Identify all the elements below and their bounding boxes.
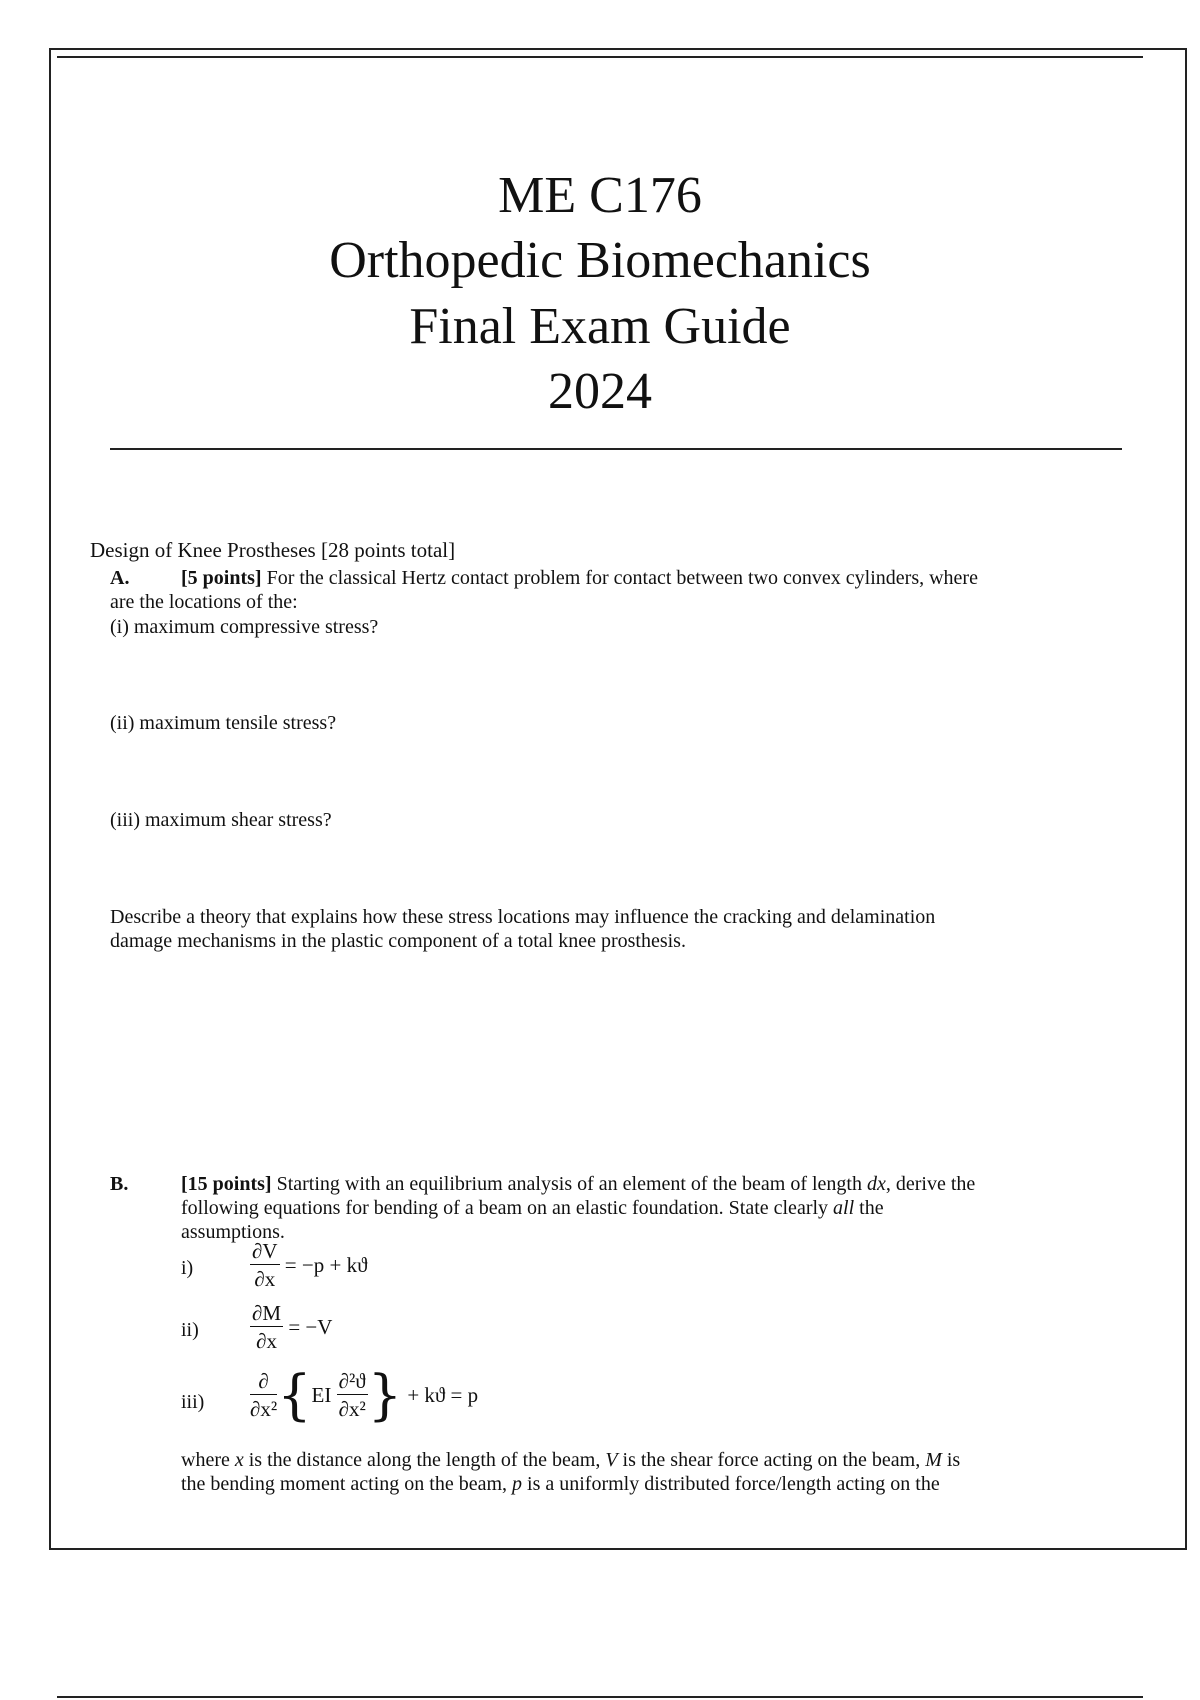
- question-a-text-line1: [181, 566, 978, 590]
- question-b-text-line1: [181, 1172, 975, 1196]
- equation-iii-inner-fraction: [337, 1368, 368, 1423]
- where2-text-2: is a uniformly distributed force/length acting on the: [522, 1473, 940, 1495]
- question-b-text2-b: the: [854, 1197, 884, 1219]
- equation-ii-label: ii): [181, 1319, 199, 1341]
- question-a-points: [5 points]: [181, 567, 262, 589]
- equation-ii-numerator: ∂M: [252, 1301, 282, 1325]
- equation-i-fraction: [250, 1238, 280, 1293]
- equation-ii-denominator: ∂x: [256, 1329, 277, 1353]
- equation-ii: [250, 1300, 332, 1355]
- where2-var-p: p: [512, 1473, 523, 1495]
- question-b-label: B.: [110, 1173, 129, 1195]
- question-b-text-line2: [181, 1196, 884, 1220]
- variables-description-line1: [181, 1448, 960, 1472]
- equation-iii-outer-numerator: ∂: [250, 1368, 277, 1395]
- where-var-m: M: [925, 1449, 942, 1471]
- question-a-sub-iii: (iii) maximum shear stress?: [110, 809, 332, 831]
- document-title: Final Exam Guide: [409, 298, 791, 355]
- variables-description-line2: [181, 1472, 940, 1496]
- where-var-v: V: [605, 1449, 618, 1471]
- top-rule: [57, 56, 1143, 58]
- section-heading: Design of Knee Prostheses [28 points total]: [90, 538, 456, 562]
- equation-iii-ei: EI: [311, 1383, 332, 1407]
- equation-iii-open-brace: {: [277, 1363, 312, 1427]
- question-a-describe-line1: Describe a theory that explains how these stress locations may influence the cracking and delamination: [110, 906, 936, 928]
- equation-iii-outer-fraction: [250, 1368, 277, 1423]
- where2-text-1: the bending moment acting on the beam,: [181, 1473, 513, 1495]
- course-name: Orthopedic Biomechanics: [329, 232, 871, 289]
- equation-iii-close-brace: }: [367, 1363, 403, 1427]
- document-year: 2024: [548, 363, 652, 420]
- equation-i-label: i): [181, 1257, 194, 1279]
- question-b-text-b: , derive the: [885, 1173, 976, 1195]
- question-a-label: A.: [110, 567, 130, 589]
- where-text-4: is: [941, 1449, 961, 1471]
- equation-iii-rhs: + kϑ = p: [407, 1383, 479, 1407]
- equation-iii-label: iii): [181, 1391, 205, 1413]
- title-rule: [110, 448, 1122, 450]
- equation-iii-inner-denominator: ∂x²: [338, 1397, 366, 1421]
- equation-i-rhs: = −p + kϑ: [284, 1253, 368, 1277]
- question-a-sub-ii: (ii) maximum tensile stress?: [110, 712, 337, 734]
- question-b-text-line3: assumptions.: [181, 1221, 285, 1243]
- course-code: ME C176: [498, 167, 702, 224]
- question-a-text: For the classical Hertz contact problem for contact between two convex cylinders, where: [261, 567, 978, 589]
- where-var-x: x: [234, 1449, 244, 1471]
- equation-iii-inner-numerator: ∂²ϑ: [338, 1369, 366, 1393]
- question-b-text2-a: following equations for bending of a beam on an elastic foundation. State clearly: [181, 1197, 834, 1219]
- question-a-sub-i: (i) maximum compressive stress?: [110, 616, 379, 638]
- equation-i: [250, 1238, 367, 1293]
- bottom-rule: [57, 1696, 1143, 1698]
- where-text-2: is the distance along the length of the beam,: [243, 1449, 606, 1471]
- equation-iii: [250, 1363, 479, 1427]
- equation-ii-fraction: [250, 1300, 283, 1355]
- question-b-points: [15 points]: [181, 1173, 272, 1195]
- question-a-text-line2: are the locations of the:: [110, 591, 298, 613]
- equation-ii-rhs: = −V: [288, 1315, 333, 1339]
- question-a-describe-line2: damage mechanisms in the plastic component of a total knee prosthesis.: [110, 930, 686, 952]
- where-text-1: where: [181, 1449, 235, 1471]
- equation-i-denominator: ∂x: [254, 1267, 276, 1291]
- where-text-3: is the shear force acting on the beam,: [617, 1449, 926, 1471]
- question-b-emphasis-all: all: [833, 1197, 855, 1219]
- equation-iii-outer-denominator: ∂x²: [250, 1397, 278, 1421]
- question-b-var-dx: dx: [867, 1173, 886, 1195]
- question-b-text-a: Starting with an equilibrium analysis of an element of the beam of length: [271, 1173, 867, 1195]
- equation-i-numerator: ∂V: [252, 1239, 278, 1263]
